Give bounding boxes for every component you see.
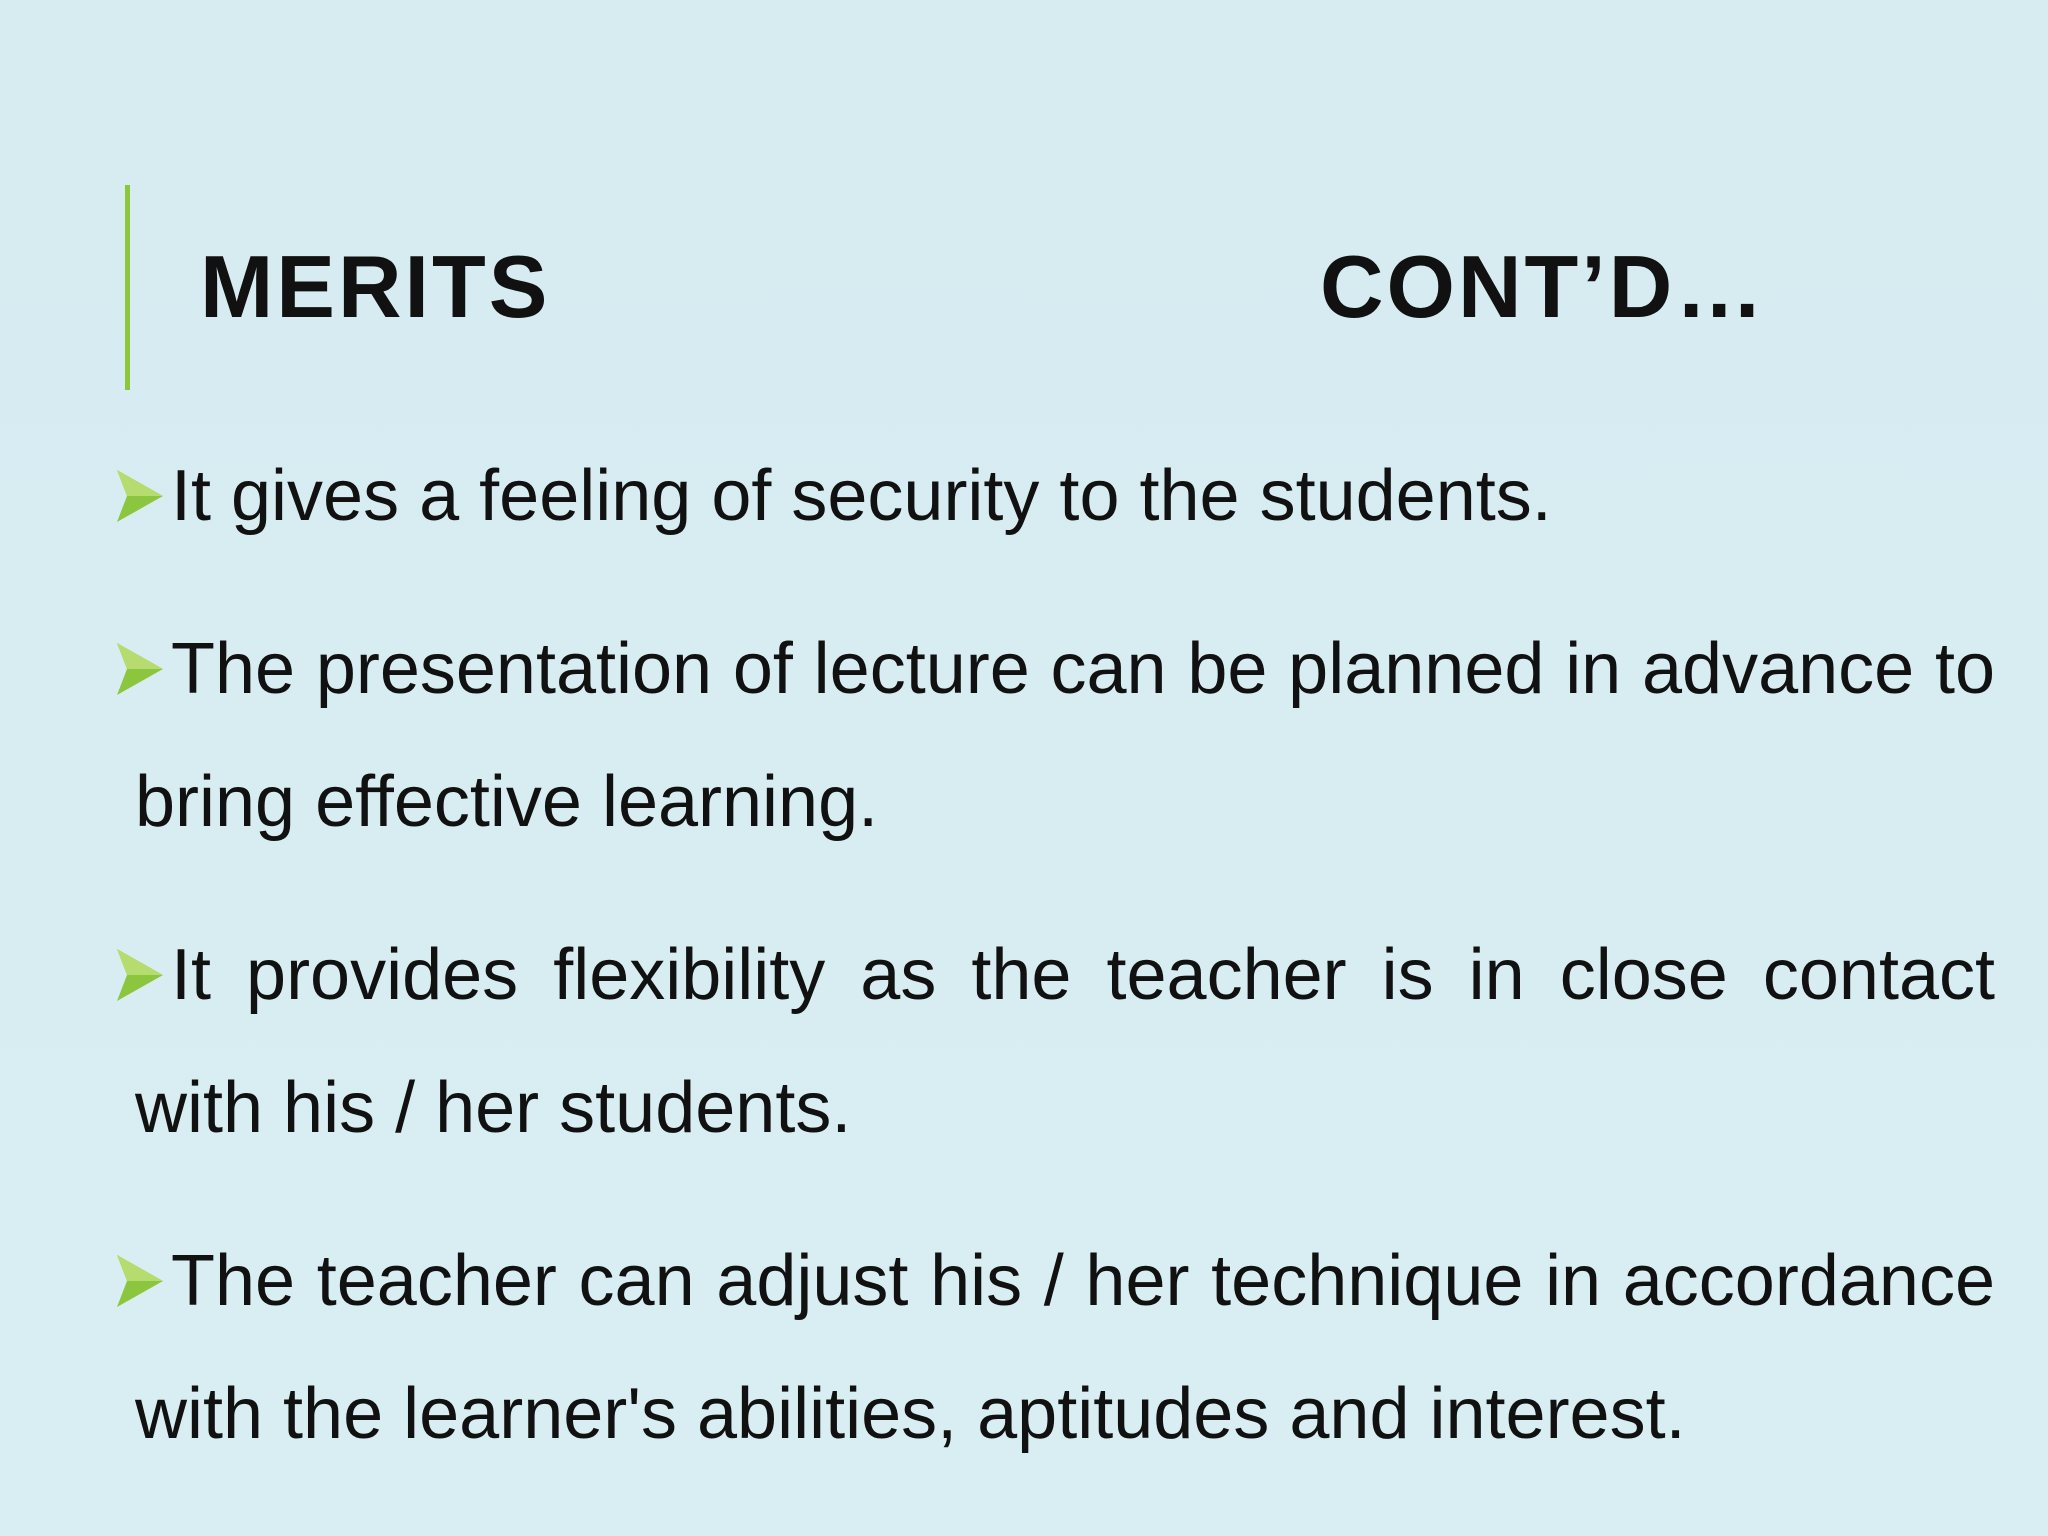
bullet-text: The presentation of lecture can be planned in advance to bring effective learning. (135, 629, 1995, 842)
arrow-bullet-icon (115, 468, 165, 524)
bullet-text: It gives a feeling of security to the students. (171, 456, 1552, 536)
arrow-bullet-icon (115, 641, 165, 697)
slide-title-continued: CONT’D… (1320, 237, 1767, 336)
bullet-item (115, 603, 1995, 869)
title-accent-bar (125, 185, 130, 390)
arrow-bullet-icon (115, 1253, 165, 1309)
bullet-item (115, 1215, 1995, 1481)
slide-title (200, 232, 1780, 342)
bullet-item (115, 909, 1995, 1175)
bullet-item (115, 430, 1995, 563)
bullet-text: The teacher can adjust his / her technique in accordance with the learner's abilities, aptitudes and interest. (135, 1241, 1995, 1454)
bullet-list (115, 430, 1995, 1536)
slide-title-main: MERITS (200, 237, 551, 336)
bullet-text: It provides flexibility as the teacher is in close contact with his / her students. (135, 935, 1995, 1148)
arrow-bullet-icon (115, 947, 165, 1003)
